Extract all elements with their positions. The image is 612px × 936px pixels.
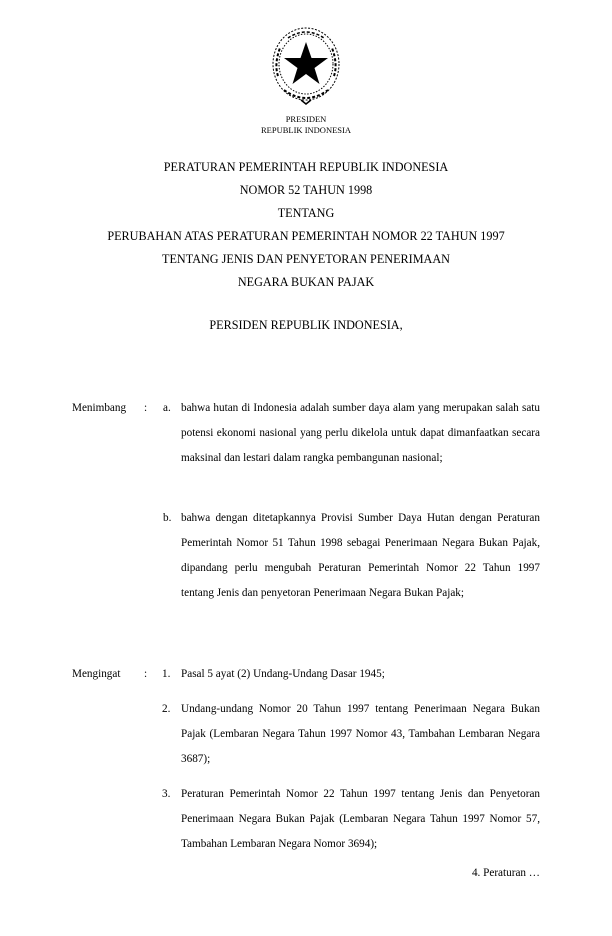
title-line-5: TENTANG JENIS DAN PENYETORAN PENERIMAAN [162, 252, 450, 266]
title-line-4: PERUBAHAN ATAS PERATURAN PEMERINTAH NOMOR 22 TAHUN 1997 [107, 229, 505, 243]
title-line-6: NEGARA BUKAN PAJAK [237, 275, 375, 289]
menimbang-label: Menimbang [72, 402, 127, 414]
menimbang-colon: : [144, 402, 148, 414]
issuer-line: PERSIDEN REPUBLIK INDONESIA, [209, 318, 403, 332]
presidential-emblem-icon [268, 24, 344, 112]
mengingat-colon: : [144, 668, 148, 680]
mengingat-label: Mengingat [72, 668, 121, 680]
header-presiden: PRESIDEN [285, 114, 327, 124]
menimbang-item-a: bahwa hutan di Indonesia adalah sumber daya alam yang merupakan salah satu potensi ekonomi nasional yang perlu dikelola untuk dapat dimanfaatkan secara maksinal dan lestari dalam rangka pembangunan nasional; [181, 402, 540, 464]
mengingat-item-3: Peraturan Pemerintah Nomor 22 Tahun 1997 tentang Jenis dan Penyetoran Penerimaan Negara Bukan Pajak (Lembaran Negara Tahun 1997 Nomor 57, Tambahan Lembaran Negara Nomor 3694); [181, 788, 540, 850]
mengingat-marker-2: 2. [162, 703, 171, 715]
mengingat-marker-3: 3. [162, 788, 171, 800]
title-line-3: TENTANG [277, 206, 335, 220]
menimbang-item-b: bahwa dengan ditetapkannya Provisi Sumber Daya Hutan dengan Peraturan Pemerintah Nomor 51 Tahun 1998 sebagai Penerimaan Negara Bukan Pajak, dipandang perlu mengubah Peraturan Pemerintah Nomor 22 Tahun 1997 tentang Jenis dan penyetoran Penerimaan Negara Bukan Pajak; [181, 512, 540, 599]
title-line-1: PERATURAN PEMERINTAH REPUBLIK INDONESIA [163, 160, 449, 174]
title-line-2: NOMOR 52 TAHUN 1998 [239, 183, 373, 197]
mengingat-marker-1: 1. [162, 668, 171, 680]
menimbang-marker-b: b. [163, 512, 172, 524]
page-continuation: 4. Peraturan … [471, 867, 540, 879]
menimbang-marker-a: a. [163, 402, 171, 414]
mengingat-item-2: Undang-undang Nomor 20 Tahun 1997 tentang Penerimaan Negara Bukan Pajak (Lembaran Negara Tahun 1997 Nomor 43, Tambahan Lembaran Negara 3687); [181, 703, 540, 765]
mengingat-item-1: Pasal 5 ayat (2) Undang-Undang Dasar 1945; [181, 668, 385, 680]
header-republik-indonesia: REPUBLIK INDONESIA [261, 125, 351, 135]
